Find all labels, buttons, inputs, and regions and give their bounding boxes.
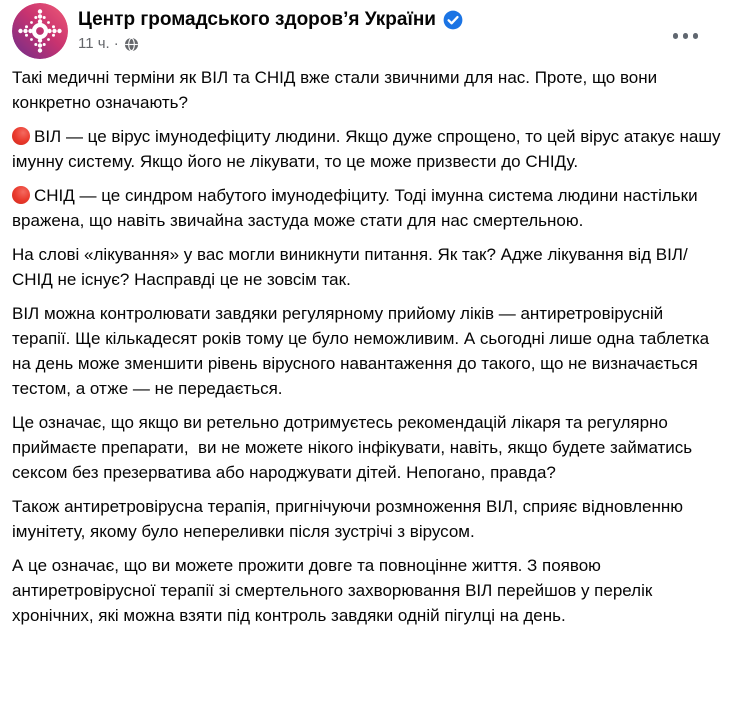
post-paragraph: На слові «лікування» у вас могли виникнути питання. Як так? Адже лікування від ВІЛ/СНІД не існує? Насправді це не зовсім так. [12,245,688,289]
phc-logo-icon [12,3,68,59]
post-paragraph: ВІЛ — це вірус імунодефіциту людини. Якщо дуже спрощено, то цей вірус атакує нашу імунну систему. Якщо його не лікувати, то це може призвести до СНІДу. [12,127,726,171]
post-header [0,0,737,59]
verified-badge-icon [443,10,463,30]
globe-icon [123,37,139,52]
ellipsis-icon [673,33,679,39]
post-timestamp[interactable]: 11 ч. [78,35,110,52]
red-circle-emoji [12,127,30,145]
page-avatar[interactable] [12,3,68,59]
page-name-row [78,7,463,33]
post-paragraph: СНІД — це синдром набутого імунодефіциту. Тоді імунна система людини настільки вражена, що навіть звичайна застуда може стати для нас смертельною. [12,186,703,230]
post-paragraph: Такі медичні терміни як ВІЛ та СНІД вже стали звичними для нас. Проте, що вони конкретно означають? [12,68,662,112]
post-paragraph: А це означає, що ви можете прожити довге та повноцінне життя. З появою антиретровірусної терапії зі смертельного захворювання ВІЛ перейшов у перелік хронічних, які можна взяти під контроль завдяки одній пігулці на день. [12,556,658,625]
post-paragraph: Це означає, що якщо ви ретельно дотримуєтесь рекомендацій лікаря та регулярно приймаєте препарати, ви не можете нікого інфікувати, навіть, якщо будете займатись сексом без презерватива або народжувати дітей. Непогано, правда? [12,413,697,482]
meta-separator: · [113,35,119,52]
header-info [78,3,463,54]
more-options-button[interactable] [669,29,703,43]
post-meta-row [78,34,463,54]
post-text [0,59,737,628]
red-circle-emoji [12,186,30,204]
post-paragraph: ВІЛ можна контролювати завдяки регулярному прийому ліків — антиретровірусній терапії. Ще кількадесят років тому це було неможливим. А сьогодні лише одна таблетка на день може зменшити рівень вірусного навантаження до такого, що не визначається тестом, а отже — не передається. [12,304,714,398]
page-name-link[interactable]: Центр громадського здоров’я України [78,9,436,30]
post-paragraph: Також антиретровірусна терапія, пригнічуючи розмноження ВІЛ, сприяє відновленню імунітету, якому було непереливки після зустрічі з вірусом. [12,497,688,541]
